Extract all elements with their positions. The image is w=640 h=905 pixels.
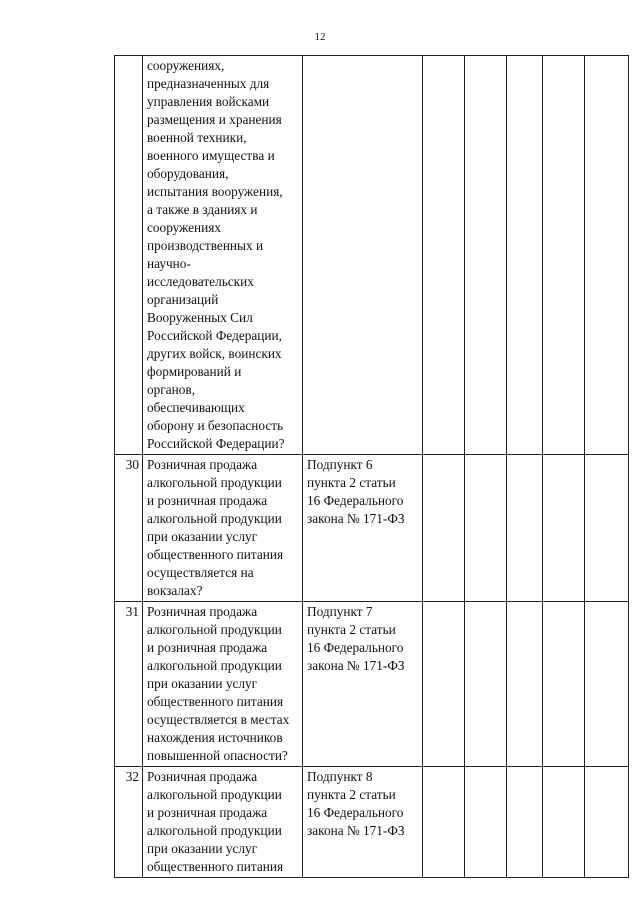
row-number xyxy=(115,56,143,455)
answer-no-cell[interactable] xyxy=(465,56,507,455)
answer-extra-cell[interactable] xyxy=(543,767,585,878)
legal-reference: Подпункт 8 пункта 2 статьи 16 Федерального закона № 171-ФЗ xyxy=(303,767,423,878)
legal-reference xyxy=(303,56,423,455)
answer-yes-cell[interactable] xyxy=(423,455,465,602)
answer-no-cell[interactable] xyxy=(465,767,507,878)
row-number: 32 xyxy=(115,767,143,878)
row-number: 31 xyxy=(115,602,143,767)
page-number: 12 xyxy=(314,31,326,43)
answer-no-cell[interactable] xyxy=(465,602,507,767)
answer-yes-cell[interactable] xyxy=(423,767,465,878)
answer-na-cell[interactable] xyxy=(507,56,543,455)
answer-extra-cell[interactable] xyxy=(543,56,585,455)
row-number: 30 xyxy=(115,455,143,602)
legal-reference: Подпункт 7 пункта 2 статьи 16 Федерального закона № 171-ФЗ xyxy=(303,602,423,767)
table-row xyxy=(115,56,629,455)
comment-cell[interactable] xyxy=(585,602,629,767)
comment-cell[interactable] xyxy=(585,56,629,455)
answer-na-cell[interactable] xyxy=(507,602,543,767)
requirement-text: Розничная продажа алкогольной продукции и розничная продажа алкогольной продукции при оказании услуг общественного питания осуществляется в местах нахождения источников повышенной опасности? xyxy=(143,602,303,767)
requirement-text: сооружениях, предназначенных для управления войсками размещения и хранения военной техники, военного имущества и оборудования, испытания вооружения, а также в зданиях и сооружениях производственных и научно- исследовательских организаций Вооруженных Сил Российской Федерации, других войск, воинских формирований и органов, обеспечивающих оборону и безопасность Российской Федерации? xyxy=(143,56,303,455)
answer-no-cell[interactable] xyxy=(465,455,507,602)
comment-cell[interactable] xyxy=(585,767,629,878)
table-row xyxy=(115,767,629,878)
answer-extra-cell[interactable] xyxy=(543,455,585,602)
answer-yes-cell[interactable] xyxy=(423,602,465,767)
table-row xyxy=(115,602,629,767)
answer-na-cell[interactable] xyxy=(507,767,543,878)
answer-yes-cell[interactable] xyxy=(423,56,465,455)
legal-reference: Подпункт 6 пункта 2 статьи 16 Федерального закона № 171-ФЗ xyxy=(303,455,423,602)
table-row xyxy=(115,455,629,602)
answer-na-cell[interactable] xyxy=(507,455,543,602)
comment-cell[interactable] xyxy=(585,455,629,602)
requirement-text: Розничная продажа алкогольной продукции и розничная продажа алкогольной продукции при оказании услуг общественного питания xyxy=(143,767,303,878)
requirement-text: Розничная продажа алкогольной продукции и розничная продажа алкогольной продукции при оказании услуг общественного питания осуществляется на вокзалах? xyxy=(143,455,303,602)
answer-extra-cell[interactable] xyxy=(543,602,585,767)
checklist-table xyxy=(114,55,629,878)
